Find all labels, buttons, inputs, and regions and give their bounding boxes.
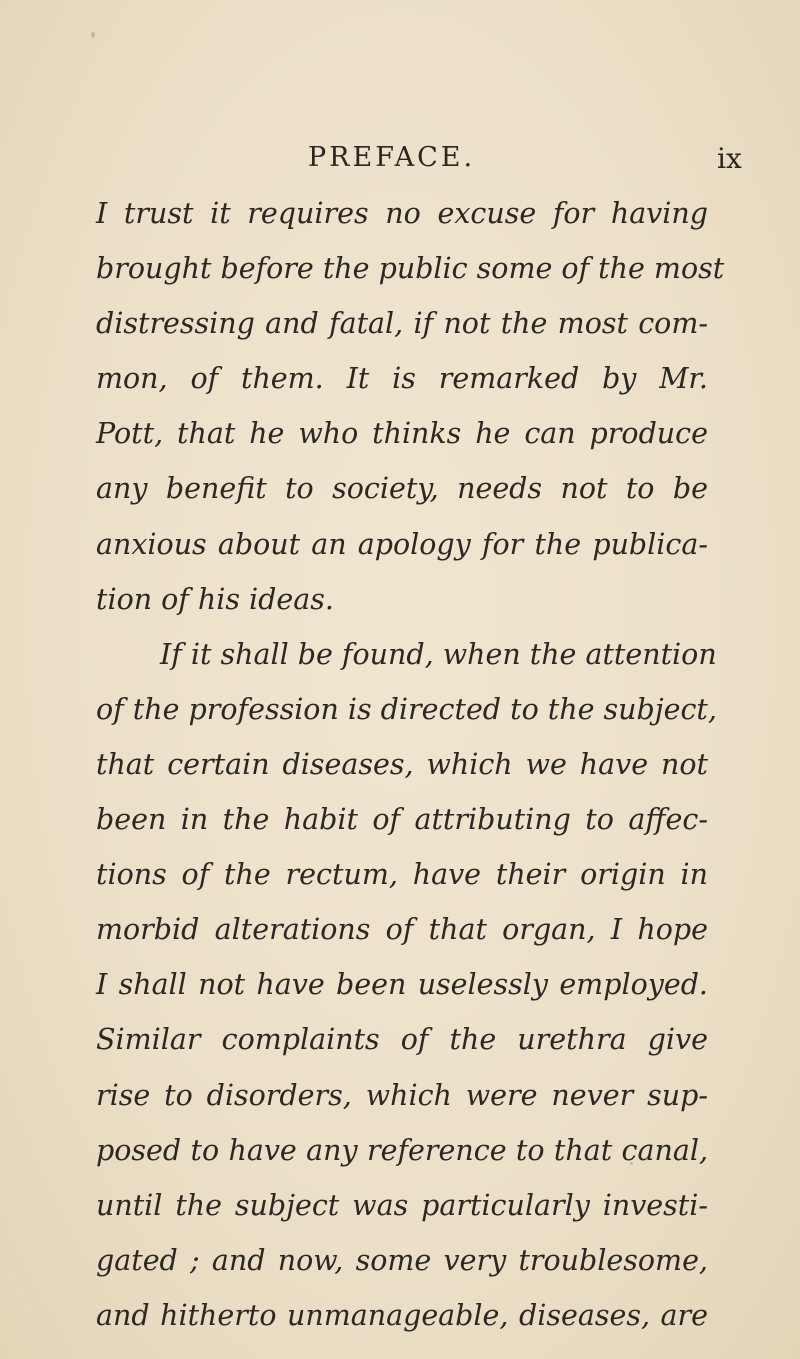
text-line: I shall not have been uselessly employed. (96, 968, 708, 1002)
text-line: I trust it requires no excuse for having (96, 197, 708, 230)
text-line: tion of his ideas. (96, 582, 334, 616)
text-line: If it shall be found, when the attention (160, 637, 717, 671)
paper-speck (91, 32, 95, 38)
text-line: gated ; and now, some very troublesome, (96, 1243, 708, 1277)
text-line: Pott, that he who thinks he can produce (96, 417, 708, 451)
text-line: any benefit to society, needs not to be (96, 472, 708, 506)
text-line: been in the habit of attributing to affec- (96, 803, 708, 837)
page-header (0, 142, 800, 182)
text-line: anxious about an apology for the publica- (96, 527, 708, 561)
text-line: brought before the public some of the most (96, 252, 725, 286)
running-title: PREFACE. (308, 142, 476, 173)
page-number: ix (717, 142, 742, 175)
text-line: that certain diseases, which we have not (96, 747, 708, 781)
text-line: until the subject was particularly investi- (96, 1188, 708, 1222)
text-line: distressing and fatal, if not the most com- (96, 307, 708, 341)
text-line: and hitherto unmanageable, diseases, are (96, 1298, 708, 1332)
text-line: rise to disorders, which were never sup- (96, 1078, 708, 1112)
body-text (96, 186, 725, 1343)
text-line: mon, of them. It is remarked by Mr. (96, 362, 708, 396)
text-line: morbid alterations of that organ, I hope (96, 913, 708, 947)
text-line: posed to have any reference to that canal, (96, 1133, 708, 1167)
text-line: Similar complaints of the urethra give (96, 1023, 708, 1057)
text-line: of the profession is directed to the subject, (96, 692, 717, 726)
text-line: tions of the rectum, have their origin in (96, 858, 708, 892)
